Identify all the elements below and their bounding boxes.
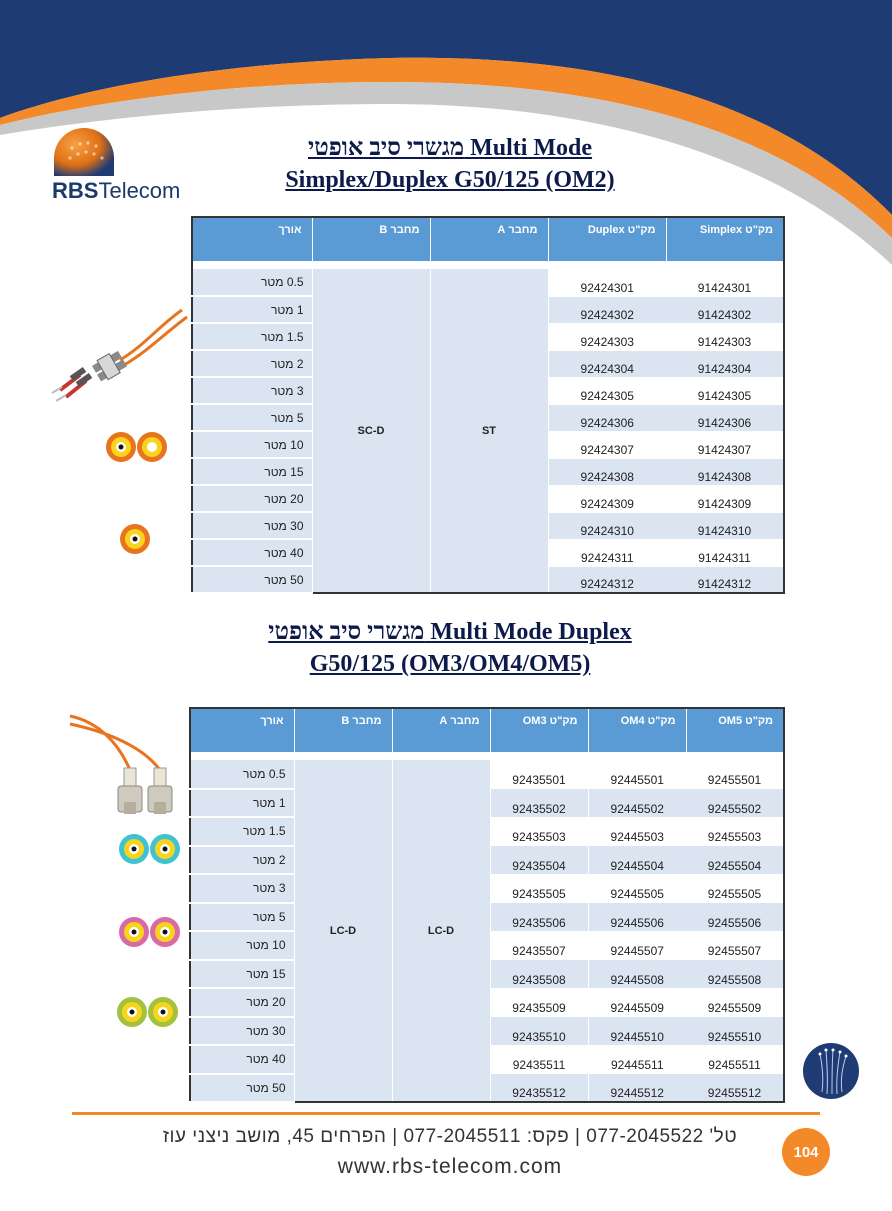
simplex-code-cell: 91424307: [666, 431, 784, 458]
om5-code-cell: 92455509: [686, 988, 784, 1017]
simplex-code-cell: 91424312: [666, 566, 784, 593]
length-cell: 10 מטר: [192, 431, 312, 458]
orange-simplex-fiber-cross-section-icon: [118, 522, 152, 556]
om3-code-cell: 92435506: [490, 903, 588, 932]
length-cell: 0.5 מטר: [192, 269, 312, 296]
connector-a-cell: LC-D: [392, 760, 490, 1102]
connector-b-cell: SC-D: [312, 269, 430, 593]
om5-code-cell: 92455503: [686, 817, 784, 846]
om3-code-cell: 92435505: [490, 874, 588, 903]
header-length: אורך: [192, 217, 312, 261]
length-cell: 5 מטר: [192, 404, 312, 431]
om3-code-cell: 92435512: [490, 1074, 588, 1103]
spacer-cell: [312, 261, 430, 269]
table-spacer: [190, 752, 784, 760]
length-cell: 5 מטר: [190, 903, 294, 932]
om4-code-cell: 92445512: [588, 1074, 686, 1103]
connector-b-cell: LC-D: [294, 760, 392, 1102]
table-spacer: [192, 261, 784, 269]
om3-code-cell: 92435504: [490, 846, 588, 875]
spacer-cell: [190, 752, 294, 760]
length-cell: 30 מטר: [192, 512, 312, 539]
length-cell: 50 מטר: [190, 1074, 294, 1103]
header-connector-b: מחבר B: [294, 708, 392, 752]
spacer-cell: [548, 261, 666, 269]
duplex-code-cell: 92424311: [548, 539, 666, 566]
length-cell: 15 מטר: [190, 960, 294, 989]
spacer-cell: [490, 752, 588, 760]
length-cell: 15 מטר: [192, 458, 312, 485]
lc-duplex-cable-image: [68, 712, 188, 818]
duplex-code-cell: 92424304: [548, 350, 666, 377]
header-om3-code: מק"ט OM3: [490, 708, 588, 752]
header-connector-a: מחבר A: [392, 708, 490, 752]
om3-code-cell: 92435510: [490, 1017, 588, 1046]
length-cell: 0.5 מטר: [190, 760, 294, 789]
spacer-cell: [430, 261, 548, 269]
simplex-code-cell: 91424302: [666, 296, 784, 323]
spacer-cell: [686, 752, 784, 760]
footer-divider: [72, 1112, 820, 1115]
length-cell: 40 מטר: [192, 539, 312, 566]
page-number-badge: 104: [782, 1128, 830, 1176]
om4-code-cell: 92445508: [588, 960, 686, 989]
om4-code-cell: 92445503: [588, 817, 686, 846]
om4-code-cell: 92445510: [588, 1017, 686, 1046]
logo-brand-light: Telecom: [98, 178, 181, 203]
section1-title-line2: Simplex/Duplex G50/125 (OM2): [285, 167, 615, 193]
length-cell: 2 מטר: [192, 350, 312, 377]
logo-globe-icon: [52, 118, 116, 176]
om5-code-cell: 92455502: [686, 789, 784, 818]
om5-code-cell: 92455504: [686, 846, 784, 875]
header-om4-code: מק"ט OM4: [588, 708, 686, 752]
section2-title-line2: G50/125 (OM3/OM4/OM5): [309, 651, 591, 677]
section1-title-line1: מגשרי סיב אופטי Multi Mode: [307, 135, 593, 161]
duplex-code-cell: 92424312: [548, 566, 666, 593]
duplex-code-cell: 92424310: [548, 512, 666, 539]
length-cell: 1 מטר: [192, 296, 312, 323]
section1-title: [150, 132, 750, 196]
header-length: אורך: [190, 708, 294, 752]
om4-code-cell: 92445509: [588, 988, 686, 1017]
length-cell: 40 מטר: [190, 1045, 294, 1074]
om3-code-cell: 92435508: [490, 960, 588, 989]
length-cell: 3 מטר: [190, 874, 294, 903]
fiber-optic-globe-icon: [802, 1042, 860, 1100]
header-duplex-code: מק"ט Duplex: [548, 217, 666, 261]
simplex-code-cell: 91424309: [666, 485, 784, 512]
om4-code-cell: 92445501: [588, 760, 686, 789]
om5-code-cell: 92455507: [686, 931, 784, 960]
magenta-duplex-fiber-cross-section-icon: [118, 915, 182, 949]
orange-duplex-fiber-cross-section-icon: [105, 430, 169, 464]
duplex-code-cell: 92424306: [548, 404, 666, 431]
length-cell: 20 מטר: [190, 988, 294, 1017]
om5-code-cell: 92455511: [686, 1045, 784, 1074]
om3-code-cell: 92435511: [490, 1045, 588, 1074]
simplex-code-cell: 91424306: [666, 404, 784, 431]
om5-code-cell: 92455508: [686, 960, 784, 989]
om4-code-cell: 92445504: [588, 846, 686, 875]
aqua-duplex-fiber-cross-section-icon: [118, 832, 182, 866]
simplex-code-cell: 91424301: [666, 269, 784, 296]
om3-code-cell: 92435509: [490, 988, 588, 1017]
length-cell: 30 מטר: [190, 1017, 294, 1046]
duplex-code-cell: 92424302: [548, 296, 666, 323]
om4-code-cell: 92445506: [588, 903, 686, 932]
simplex-code-cell: 91424310: [666, 512, 784, 539]
spacer-cell: [192, 261, 312, 269]
table-row: [190, 760, 784, 789]
spacer-cell: [392, 752, 490, 760]
duplex-code-cell: 92424307: [548, 431, 666, 458]
simplex-code-cell: 91424305: [666, 377, 784, 404]
spacer-cell: [588, 752, 686, 760]
om4-code-cell: 92445505: [588, 874, 686, 903]
om5-code-cell: 92455510: [686, 1017, 784, 1046]
duplex-code-cell: 92424305: [548, 377, 666, 404]
om3-code-cell: 92435501: [490, 760, 588, 789]
header-om5-code: מק"ט OM5: [686, 708, 784, 752]
header-simplex-code: מק"ט Simplex: [666, 217, 784, 261]
st-sc-duplex-cable-image: [50, 305, 190, 405]
om4-code-cell: 92445511: [588, 1045, 686, 1074]
length-cell: 50 מטר: [192, 566, 312, 593]
connector-a-cell: ST: [430, 269, 548, 593]
length-cell: 1.5 מטר: [190, 817, 294, 846]
duplex-code-cell: 92424308: [548, 458, 666, 485]
om5-code-cell: 92455512: [686, 1074, 784, 1103]
spacer-cell: [294, 752, 392, 760]
om4-code-cell: 92445507: [588, 931, 686, 960]
length-cell: 2 מטר: [190, 846, 294, 875]
om5-code-cell: 92455505: [686, 874, 784, 903]
logo-brand-bold: RBS: [52, 178, 99, 203]
lime-duplex-fiber-cross-section-icon: [116, 995, 180, 1029]
duplex-code-cell: 92424301: [548, 269, 666, 296]
om5-code-cell: 92455501: [686, 760, 784, 789]
spacer-cell: [666, 261, 784, 269]
duplex-code-cell: 92424309: [548, 485, 666, 512]
om3-code-cell: 92435502: [490, 789, 588, 818]
om2-patch-cord-table: [191, 216, 785, 594]
footer-contact-info: טל' 077-2045522 | פקס: 077-2045511 | הפרחים 45, מושב ניצני עוז: [162, 1126, 738, 1147]
simplex-code-cell: 91424308: [666, 458, 784, 485]
simplex-code-cell: 91424304: [666, 350, 784, 377]
om4-code-cell: 92445502: [588, 789, 686, 818]
length-cell: 10 מטר: [190, 931, 294, 960]
footer-website-link[interactable]: www.rbs-telecom.com: [337, 1155, 563, 1178]
length-cell: 1.5 מטר: [192, 323, 312, 350]
length-cell: 20 מטר: [192, 485, 312, 512]
length-cell: 1 מטר: [190, 789, 294, 818]
table-row: [192, 269, 784, 296]
section2-title-line1: מגשרי סיב אופטי Multi Mode Duplex: [268, 619, 632, 645]
om3-om4-om5-patch-cord-table: [189, 707, 785, 1103]
duplex-code-cell: 92424303: [548, 323, 666, 350]
om3-code-cell: 92435503: [490, 817, 588, 846]
simplex-code-cell: 91424303: [666, 323, 784, 350]
length-cell: 3 מטר: [192, 377, 312, 404]
header-connector-b: מחבר B: [312, 217, 430, 261]
header-connector-a: מחבר A: [430, 217, 548, 261]
om5-code-cell: 92455506: [686, 903, 784, 932]
section2-title: [150, 616, 750, 680]
simplex-code-cell: 91424311: [666, 539, 784, 566]
om3-code-cell: 92435507: [490, 931, 588, 960]
